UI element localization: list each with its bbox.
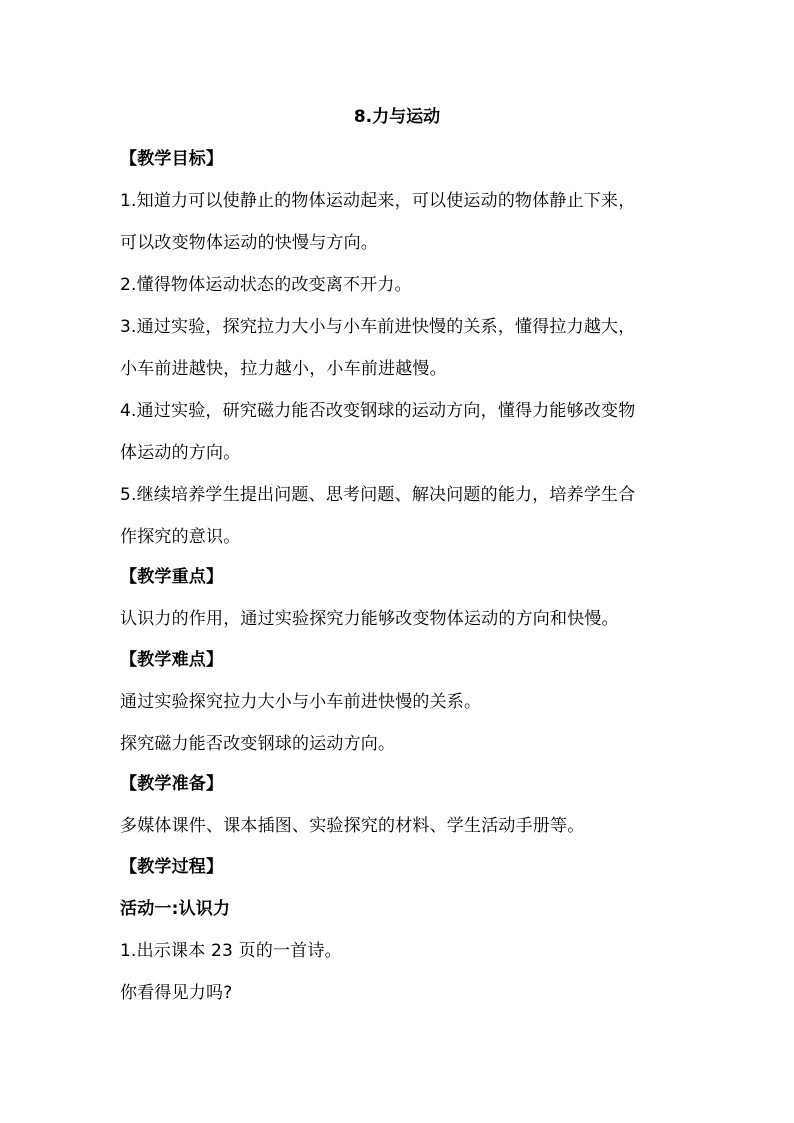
paragraph-line: 4.通过实验，研究磁力能否改变钢球的运动方向，懂得力能够改变物: [120, 401, 636, 421]
paragraph-line: 3.通过实验，探究拉力大小与小车前进快慢的关系，懂得拉力越大，: [120, 317, 636, 337]
paragraph-line: 2.懂得物体运动状态的改变离不开力。: [120, 275, 412, 295]
paragraph-line: 体运动的方向。: [120, 443, 241, 463]
paragraph-line: 探究磁力能否改变钢球的运动方向。: [120, 734, 396, 754]
section-heading-goals: 【教学目标】: [120, 149, 224, 169]
activity-heading: 活动一:认识力: [120, 899, 231, 919]
paragraph-line: 5.继续培养学生提出问题、思考问题、解决问题的能力，培养学生合: [120, 485, 636, 505]
paragraph-line: 1.出示课本 23 页的一首诗。: [120, 941, 342, 961]
page-title: 8.力与运动: [353, 107, 441, 127]
paragraph-line: 作探究的意识。: [120, 527, 241, 547]
paragraph-line: 多媒体课件、课本插图、实验探究的材料、学生活动手册等。: [120, 816, 585, 836]
paragraph-line: 可以改变物体运动的快慢与方向。: [120, 233, 378, 253]
section-heading-difficulties: 【教学难点】: [120, 650, 224, 670]
paragraph-line: 认识力的作用，通过实验探究力能够改变物体运动的方向和快慢。: [120, 609, 619, 629]
section-heading-key-points: 【教学重点】: [120, 567, 224, 587]
paragraph-line: 1.知道力可以使静止的物体运动起来，可以使运动的物体静止下来，: [120, 191, 636, 211]
paragraph-line: 小车前进越快，拉力越小，小车前进越慢。: [120, 359, 447, 379]
section-heading-process: 【教学过程】: [120, 857, 224, 877]
paragraph-line: 通过实验探究拉力大小与小车前进快慢的关系。: [120, 692, 482, 712]
paragraph-line: 你看得见力吗?: [120, 983, 233, 1003]
section-heading-preparation: 【教学准备】: [120, 774, 224, 794]
